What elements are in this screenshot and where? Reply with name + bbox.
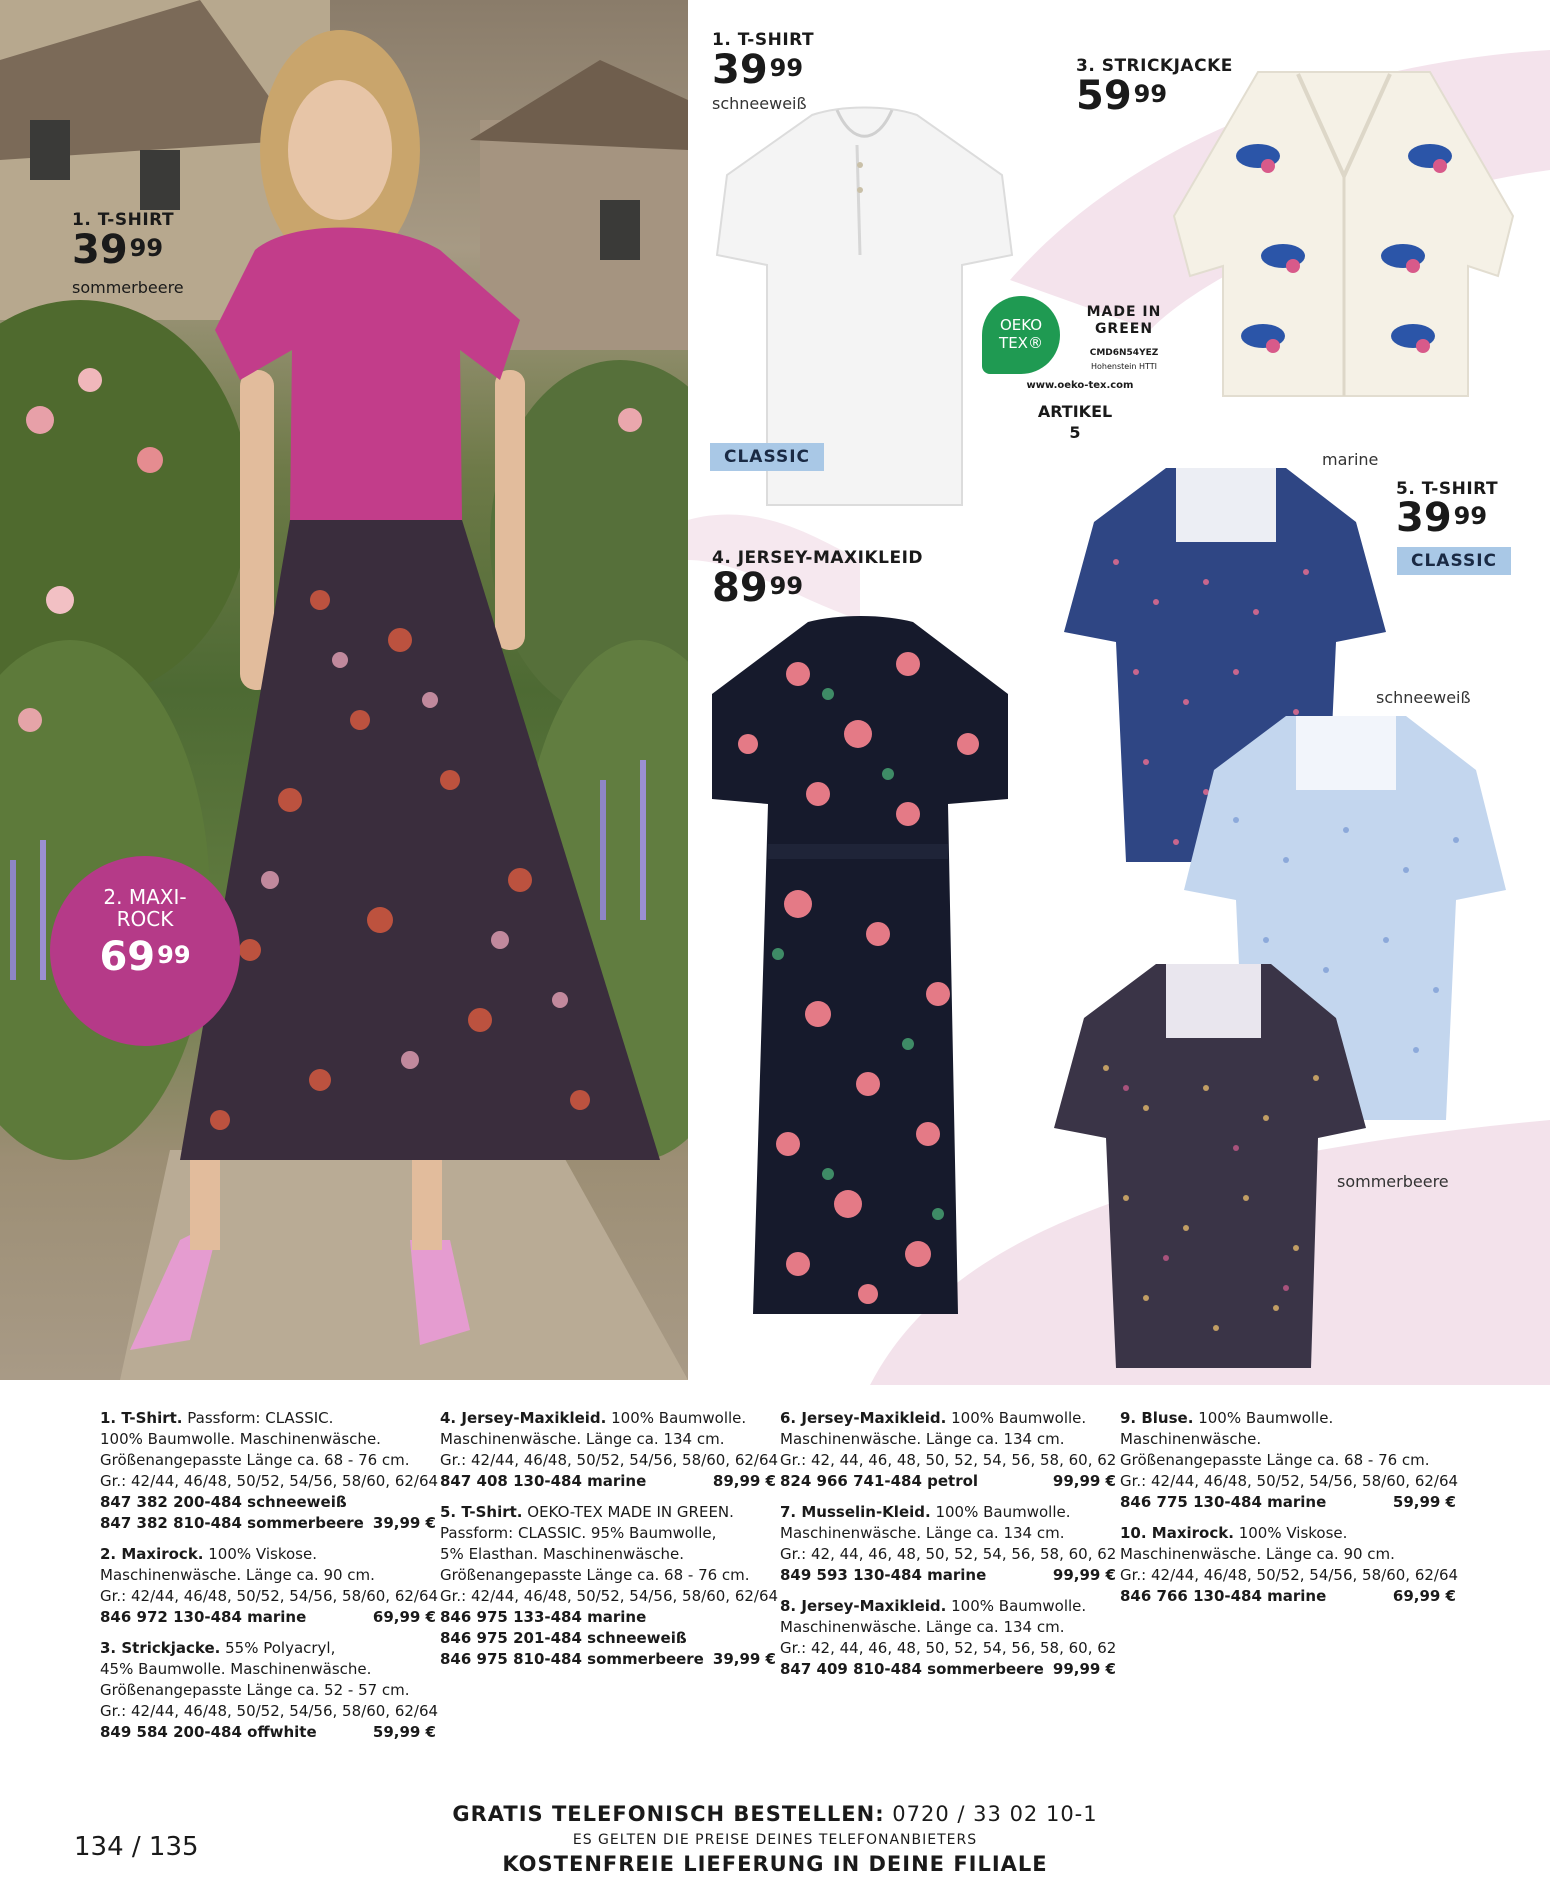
article-number: 846 775 130-484 marine: [1120, 1493, 1327, 1511]
description-text: Gr.: 42, 44, 46, 48, 50, 52, 54, 56, 58, 60, 62: [780, 1639, 1117, 1657]
article-row: [100, 1722, 436, 1743]
description-text: OEKO-TEX MADE IN GREEN.: [522, 1503, 734, 1521]
maxirock-price: [50, 934, 240, 980]
price-euro: 89: [712, 565, 768, 611]
article-row: [780, 1659, 1116, 1680]
sommerbeere-tshirt-image: [1046, 958, 1372, 1370]
description-text: Größenangepasste Länge ca. 68 - 76 cm.: [1120, 1451, 1430, 1469]
strickjacke-price: [1076, 73, 1168, 119]
tshirt5-classic-badge: CLASSIC: [1397, 547, 1511, 575]
jersey-price: [712, 565, 804, 611]
article-row: [1120, 1492, 1456, 1513]
delivery-note: KOSTENFREIE LIEFERUNG IN DEINE FILIALE: [502, 1852, 1048, 1876]
maxirock-price-badge: [50, 856, 240, 1046]
price-cent: 99: [769, 572, 804, 600]
product-description: [440, 1408, 779, 1492]
description-text: 100% Baumwolle.: [946, 1409, 1087, 1427]
description-text: 100% Baumwolle. Maschinenwäsche.: [100, 1430, 381, 1448]
description-text: Maschinenwäsche. Länge ca. 134 cm.: [440, 1430, 725, 1448]
price-euro: 69: [99, 934, 156, 980]
tshirt5-color-schneeweiss: schneeweiß: [1376, 688, 1471, 707]
description-text: Passform: CLASSIC. 95% Baumwolle,: [440, 1524, 717, 1542]
article-row: [780, 1471, 1116, 1492]
artikel-line2: 5: [1069, 423, 1081, 442]
description-title-line: [1120, 1523, 1456, 1544]
article-row: [440, 1471, 776, 1492]
oeko-code: CMD6N54YEZ: [1089, 348, 1159, 358]
hero-tshirt-price: [72, 227, 164, 273]
made-in-green-line1: MADE IN: [1086, 304, 1162, 320]
product-description: [1120, 1408, 1459, 1513]
description-text: 55% Polyacryl,: [220, 1639, 336, 1657]
article-price: 59,99 €: [372, 1723, 436, 1741]
description-text: Gr.: 42/44, 46/48, 50/52, 54/56, 58/60, 62/64: [1120, 1566, 1459, 1584]
article-price: 99,99 €: [1052, 1566, 1116, 1584]
product-title: 5. T-Shirt.: [440, 1503, 523, 1521]
description-text: Gr.: 42/44, 46/48, 50/52, 54/56, 58/60, 62/64: [1120, 1472, 1459, 1490]
description-text: Passform: CLASSIC.: [182, 1409, 334, 1427]
product-description: [100, 1544, 439, 1628]
article-number: 846 975 133-484 marine: [440, 1608, 647, 1626]
price-cent: 99: [157, 941, 191, 969]
hero-photo: [0, 0, 688, 1380]
description-title-line: [100, 1638, 436, 1659]
tshirt5-label: 5. T-SHIRT: [1396, 479, 1499, 499]
article-number: 847 382 810-484 sommerbeere: [100, 1514, 364, 1532]
description-text: Gr.: 42/44, 46/48, 50/52, 54/56, 58/60, 62/64: [100, 1472, 439, 1490]
description-title-line: [780, 1596, 1116, 1617]
price-cent: 99: [129, 234, 164, 262]
article-price: 89,99 €: [712, 1472, 776, 1490]
product-description: [780, 1596, 1116, 1680]
description-text: 5% Elasthan. Maschinenwäsche.: [440, 1545, 684, 1563]
description-title-line: [100, 1408, 436, 1429]
made-in-green-text: [1074, 304, 1174, 338]
description-title-line: [780, 1502, 1116, 1523]
provider-note: ES GELTEN DIE PREISE DEINES TELEFONANBIETERS: [572, 1832, 978, 1848]
article-price: 39,99 €: [712, 1650, 776, 1668]
hero-tshirt-color: sommerbeere: [72, 278, 184, 297]
description-text: Gr.: 42, 44, 46, 48, 50, 52, 54, 56, 58, 60, 62: [780, 1545, 1117, 1563]
tshirt5-price: [1396, 495, 1488, 541]
price-cent: 99: [1453, 502, 1488, 530]
description-title-line: [1120, 1408, 1456, 1429]
product-title: 2. Maxirock.: [100, 1545, 204, 1563]
product-title: 8. Jersey-Maxikleid.: [780, 1597, 947, 1615]
product-title: 6. Jersey-Maxikleid.: [780, 1409, 947, 1427]
article-row: [780, 1565, 1116, 1586]
oeko-url: www.oeko-tex.com: [1026, 380, 1134, 391]
product-title: 4. Jersey-Maxikleid.: [440, 1409, 607, 1427]
article-row: [100, 1492, 436, 1513]
article-number: 849 593 130-484 marine: [780, 1566, 987, 1584]
description-title-line: [780, 1408, 1116, 1429]
price-euro: 39: [1396, 495, 1452, 541]
description-text: 100% Baumwolle.: [946, 1597, 1087, 1615]
description-text: Größenangepasste Länge ca. 52 - 57 cm.: [100, 1681, 410, 1699]
article-number: 824 966 741-484 petrol: [780, 1472, 979, 1490]
jersey-label: 4. JERSEY-MAXIKLEID: [712, 548, 924, 568]
tshirt1-classic-badge: CLASSIC: [710, 443, 824, 471]
article-row: [1120, 1586, 1456, 1607]
price-cent: 99: [1133, 80, 1168, 108]
article-row: [440, 1628, 776, 1649]
description-text: 100% Viskose.: [1233, 1524, 1348, 1542]
price-euro: 39: [72, 227, 128, 273]
product-description: [440, 1502, 779, 1670]
description-text: Gr.: 42/44, 46/48, 50/52, 54/56, 58/60, 62/64: [100, 1702, 439, 1720]
article-number: 847 382 200-484 schneeweiß: [100, 1493, 347, 1511]
cardigan-image: [1168, 66, 1520, 401]
article-price: 39,99 €: [372, 1514, 436, 1532]
article-row: [440, 1607, 776, 1628]
article-price: 99,99 €: [1052, 1472, 1116, 1490]
product-title: 10. Maxirock.: [1120, 1524, 1234, 1542]
description-text: Maschinenwäsche.: [1120, 1430, 1262, 1448]
artikel-line1: ARTIKEL: [1037, 402, 1113, 421]
oeko-tex-logo: [982, 296, 1060, 374]
description-text: 100% Viskose.: [203, 1545, 317, 1563]
description-text: 45% Baumwolle. Maschinenwäsche.: [100, 1660, 372, 1678]
tshirt5-color-sommerbeere: sommerbeere: [1337, 1172, 1449, 1191]
article-number: 846 766 130-484 marine: [1120, 1587, 1327, 1605]
price-euro: 59: [1076, 73, 1132, 119]
description-text: Größenangepasste Länge ca. 68 - 76 cm.: [440, 1566, 750, 1584]
description-text: 100% Baumwolle.: [606, 1409, 747, 1427]
product-description: [1120, 1523, 1459, 1607]
product-description: [780, 1408, 1116, 1492]
description-text: Gr.: 42/44, 46/48, 50/52, 54/56, 58/60, 62/64: [100, 1587, 439, 1605]
phone-order-line: [0, 1802, 1550, 1826]
article-number: 847 409 810-484 sommerbeere: [780, 1660, 1044, 1678]
article-number: 846 975 810-484 sommerbeere: [440, 1650, 704, 1668]
article-price: 59,99 €: [1392, 1493, 1456, 1511]
article-number: 846 972 130-484 marine: [100, 1608, 307, 1626]
tshirt1-price: [712, 47, 804, 93]
product-description: [100, 1408, 439, 1534]
article-number: 846 975 201-484 schneeweiß: [440, 1629, 687, 1647]
maxi-dress-image: [708, 614, 1013, 1344]
description-text: Maschinenwäsche. Länge ca. 134 cm.: [780, 1430, 1065, 1448]
maxirock-label-line2: ROCK: [116, 907, 174, 931]
made-in-green-line2: GREEN: [1094, 321, 1154, 337]
description-title-line: [440, 1502, 776, 1523]
tshirt1-label: 1. T-SHIRT: [712, 30, 815, 50]
article-price: 99,99 €: [1052, 1660, 1116, 1678]
article-row: [440, 1649, 776, 1670]
description-column-4: [1120, 1408, 1459, 1617]
tshirt1-color: schneeweiß: [712, 94, 807, 113]
product-description: [100, 1638, 439, 1743]
description-column-2: [440, 1408, 779, 1680]
product-title: 7. Musselin-Kleid.: [780, 1503, 931, 1521]
oeko-logo-line1: OEKO: [999, 316, 1043, 334]
product-description: [780, 1502, 1116, 1586]
price-euro: 39: [712, 47, 768, 93]
description-text: Maschinenwäsche. Länge ca. 90 cm.: [100, 1566, 375, 1584]
product-title: 3. Strickjacke.: [100, 1639, 221, 1657]
description-column-1: [100, 1408, 439, 1753]
article-number: 847 408 130-484 marine: [440, 1472, 647, 1490]
phone-label: GRATIS TELEFONISCH BESTELLEN:: [452, 1802, 885, 1826]
artikel-note: [1010, 401, 1140, 443]
description-column-3: [780, 1408, 1116, 1690]
description-text: Gr.: 42, 44, 46, 48, 50, 52, 54, 56, 58, 60, 62: [780, 1451, 1117, 1469]
description-text: Gr.: 42/44, 46/48, 50/52, 54/56, 58/60, 62/64: [440, 1451, 779, 1469]
description-text: Maschinenwäsche. Länge ca. 134 cm.: [780, 1524, 1065, 1542]
oeko-institute: Hohenstein HTTI: [1090, 362, 1158, 371]
article-price: 69,99 €: [1392, 1587, 1456, 1605]
price-cent: 99: [769, 54, 804, 82]
hero-tshirt-label: 1. T-SHIRT: [72, 210, 175, 230]
strickjacke-label: 3. STRICKJACKE: [1076, 56, 1233, 76]
maxirock-label-line1: 2. MAXI-: [103, 885, 187, 909]
article-number: 849 584 200-484 offwhite: [100, 1723, 317, 1741]
description-text: Gr.: 42/44, 46/48, 50/52, 54/56, 58/60, 62/64: [440, 1587, 779, 1605]
product-title: 9. Bluse.: [1120, 1409, 1194, 1427]
description-title-line: [440, 1408, 776, 1429]
tshirt5-color-marine: marine: [1322, 450, 1379, 469]
phone-number[interactable]: 0720 / 33 02 10-1: [884, 1802, 1098, 1826]
description-text: Maschinenwäsche. Länge ca. 134 cm.: [780, 1618, 1065, 1636]
article-row: [100, 1513, 436, 1534]
page-numbers: 134 / 135: [74, 1832, 199, 1862]
article-row: [100, 1607, 436, 1628]
hero-illustration: [0, 0, 688, 1380]
oeko-logo-line2: TEX®: [999, 334, 1043, 352]
article-price: 69,99 €: [372, 1608, 436, 1626]
description-text: 100% Baumwolle.: [930, 1503, 1071, 1521]
description-title-line: [100, 1544, 436, 1565]
product-title: 1. T-Shirt.: [100, 1409, 183, 1427]
description-text: 100% Baumwolle.: [1193, 1409, 1334, 1427]
description-text: Maschinenwäsche. Länge ca. 90 cm.: [1120, 1545, 1395, 1563]
description-text: Größenangepasste Länge ca. 68 - 76 cm.: [100, 1451, 410, 1469]
